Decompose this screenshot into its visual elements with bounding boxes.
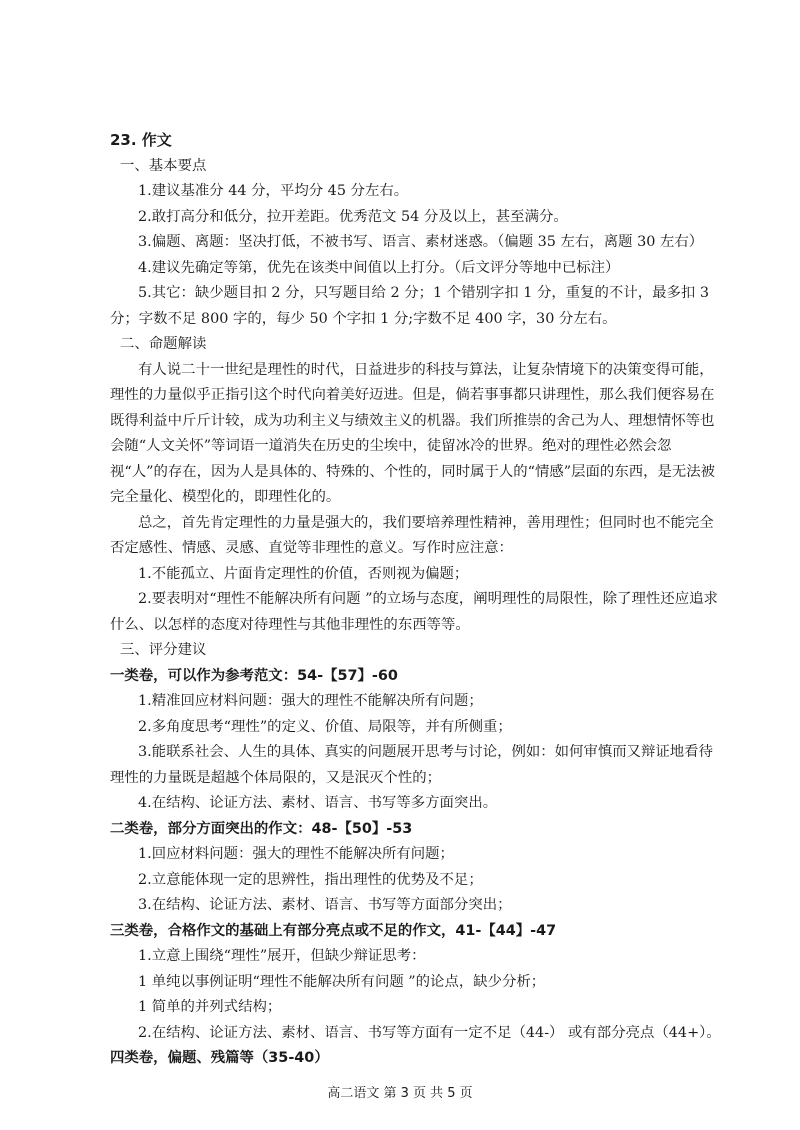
class-1-title: 一类卷，可以作为参考范文：54-【57】-60 (110, 667, 398, 684)
class-4-title: 四类卷，偏题、残篇等（35-40） (110, 1050, 329, 1066)
interpretation-note-2: 2.要表明对“理性不能解决所有问题 ”的立场与态度，阐明理性的局限性，除了理性还应追求什么、以怎样的态度对待理性与其他非理性的东西等等。 (110, 591, 718, 633)
heading-scoring: 三、评分建议 (120, 642, 207, 658)
interpretation-note-1: 1.不能孤立、片面肯定理性的价值，否则视为偏题； (138, 565, 469, 582)
class-3-title: 三类卷，合格作文的基础上有部分亮点或不足的作文，41-【44】-47 (110, 922, 557, 939)
class-2-item-3: 3.在结构、论证方法、素材、语言、书写等方面部分突出； (138, 897, 512, 913)
interpretation-para-1: 有人说二十一世纪是理性的时代，日益进步的科技与算法，让复杂情境下的决策变得可能，理性的力量似乎正指引这个时代向着美好迈进。但是，倘若事事都只讲理性，那么我们便容易在既得利益中斤斤计较，成为功利主义与绩效主义的机器。我们所推崇的舍己为人、理想情怀等也会随“人文关怀”等词语一道消失在历史的尘埃中，徒留冰冷的世界。绝对的理性必然会忽视“人”的存在，因为人是具体的、特殊的、个性的，同时属于人的“情感”层面的东西，是无法被完全量化、模型化的，即理性化的。 (110, 361, 716, 505)
class-2-item-1: 1.回应材料问题：强大的理性不能解决所有问题； (138, 846, 454, 862)
class-3-item-2: 1 单纯以事例证明“理性不能解决所有问题 ”的论点，缺少分析； (138, 973, 546, 990)
class-3-item-4: 2.在结构、论证方法、素材、语言、书写等方面有一定不足（44-） 或有部分亮点（44+）。 (138, 1024, 721, 1041)
basic-point-2: 2.敢打高分和低分，拉开差距。优秀范文 54 分及以上，甚至满分。 (138, 208, 568, 225)
class-1-item-1: 1.精准回应材料问题：强大的理性不能解决所有问题； (138, 693, 483, 709)
class-1-item-2: 2.多角度思考“理性”的定义、价值、局限等，并有所侧重； (138, 718, 512, 735)
basic-point-5: 5.其它：缺少题目扣 2 分，只写题目给 2 分；1 个错别字扣 1 分，重复的不计，最多扣 3 分；字数不足 800 字的，每少 50 个字扣 1 分;字数不足 400 字，30 分左右。 (110, 285, 709, 327)
class-1-item-4: 4.在结构、论证方法、素材、语言、书写等多方面突出。 (138, 795, 498, 811)
basic-point-3: 3.偏题、离题：坚决打低，不被书写、语言、素材迷惑。（偏题 35 左右，离题 30 左右） (138, 234, 704, 250)
heading-interpretation: 二、命题解读 (120, 336, 207, 352)
basic-point-1: 1.建议基准分 44 分，平均分 45 分左右。 (138, 183, 409, 199)
class-3-item-3: 1 简单的并列式结构； (138, 999, 282, 1015)
interpretation-para-2: 总之，首先肯定理性的力量是强大的，我们要培养理性精神，善用理性；但同时也不能完全否定感性、情感、灵感、直觉等非理性的意义。写作时应注意： (110, 514, 714, 556)
class-3-item-1: 1.立意上围绕“理性”展开，但缺少辩证思考： (138, 948, 426, 964)
document-body (110, 128, 722, 1072)
page-footer: 高二语文 第 3 页 共 5 页 (327, 1086, 473, 1101)
section-title: 23. 作文 (110, 131, 172, 149)
heading-basic-points: 一、基本要点 (120, 157, 207, 174)
class-2-item-2: 2.立意能体现一定的思辨性，指出理性的优势及不足； (138, 871, 483, 888)
class-1-item-3: 3.能联系社会、人生的具体、真实的问题展开思考与讨论，例如：如何审慎而又辩证地看待理性的力量既是超越个体局限的，又是泯灭个性的； (110, 744, 713, 786)
basic-point-4: 4.建议先确定等第，优先在该类中间值以上打分。（后文评分等地中已标注） (138, 259, 620, 276)
class-2-title: 二类卷，部分方面突出的作文：48-【50】-53 (110, 820, 413, 837)
